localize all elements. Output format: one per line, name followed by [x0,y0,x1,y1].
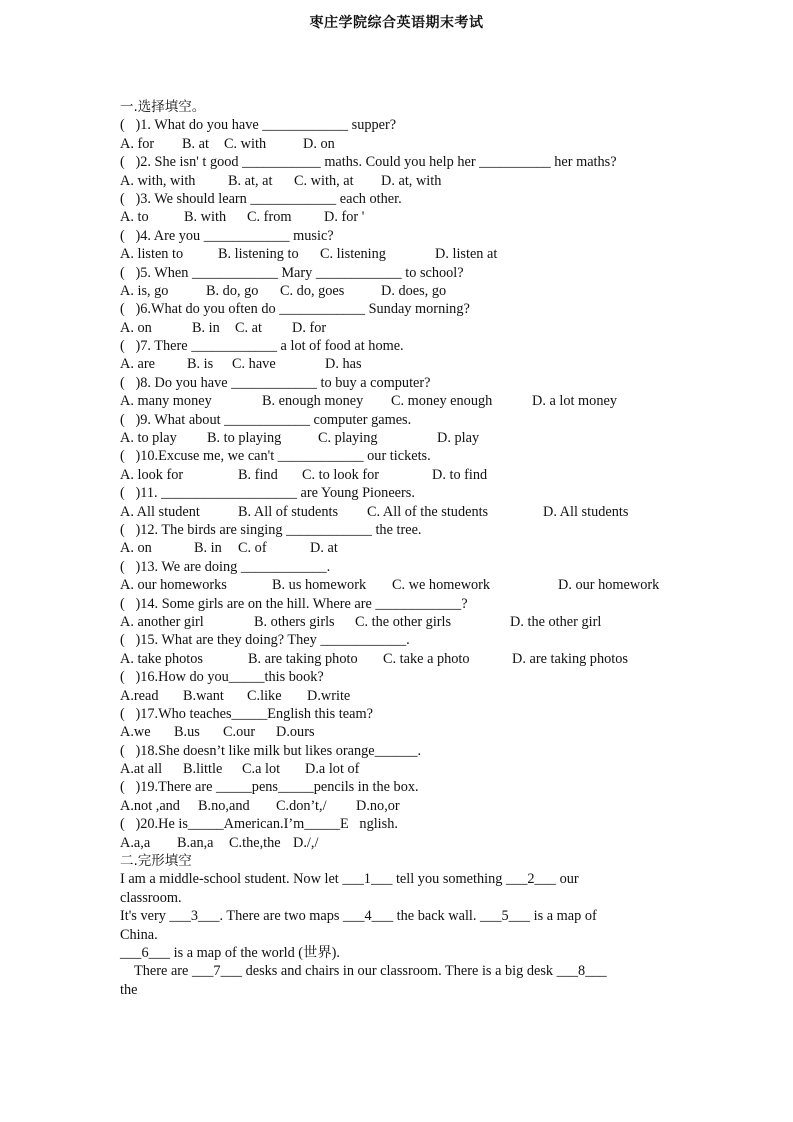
question-stem: ( )11. ___________________ are Young Pioneers. [120,485,415,502]
answer-option: A. on [120,540,152,557]
question-stem: ( )9. What about ____________ computer games. [120,411,412,428]
answer-option: D. a lot money [532,393,617,410]
question-options [120,466,720,484]
answer-option: A. is, go [120,282,169,299]
cloze-line: China. [120,926,158,943]
answer-option: C.our [223,724,256,741]
question-stem: ( )14. Some girls are on the hill. Where are ____________? [120,595,468,612]
answer-option: B. is [187,356,214,373]
answer-option: A. All student [120,503,200,520]
answer-option: B.little [183,761,223,778]
question-stem: ( )13. We are doing ____________. [120,558,331,575]
question-stem: ( )5. When ____________ Mary ____________ to school? [120,264,464,281]
answer-option: D. for [292,319,327,336]
answer-option: A. are [120,356,155,373]
page-title: 枣庄学院综合英语期末考试 [309,15,484,31]
answer-option: C. of [238,540,267,557]
question-stem: ( )16.How do you_____this book? [120,669,324,686]
answer-option: B.want [183,687,224,704]
question-stem: ( )19.There are _____pens_____pencils in the box. [120,779,419,796]
question-options [120,172,720,190]
question-options [120,135,720,153]
answer-option: C.don’t,/ [276,797,327,814]
answer-option: C. playing [318,430,378,447]
question-stem: ( )6.What do you often do ____________ Sunday morning? [120,301,470,318]
answer-option: B.us [174,724,200,741]
cloze-line: ___6___ is a map of the world (世界). [120,944,340,961]
answer-option: A. our homeworks [120,577,227,594]
question-stem: ( )20.He is_____American.I’m_____E nglish. [120,816,398,833]
answer-option: D. listen at [435,246,498,263]
question-options [120,429,720,447]
answer-option: B. listening to [218,246,299,263]
answer-option: C. money enough [391,393,493,410]
answer-option: D.a lot of [305,761,360,778]
section-heading-multiple-choice: 一.选择填空。 [120,99,206,115]
answer-option: D. has [325,356,362,373]
answer-option: C. listening [320,246,386,263]
question-stem: ( )2. She isn' t good ___________ maths. Could you help her __________ her maths? [120,154,617,171]
question-options [120,760,720,778]
question-stem: ( )4. Are you ____________ music? [120,227,334,244]
question-stem: ( )18.She doesn’t like milk but likes orange______. [120,742,422,759]
question-options [120,650,720,668]
answer-option: B. do, go [206,282,259,299]
answer-option: A. for [120,135,155,152]
answer-option: A.read [120,687,159,704]
answer-option: D.write [307,687,351,704]
answer-option: A. to play [120,430,177,447]
answer-option: C. to look for [302,466,380,483]
answer-option: A. take photos [120,650,203,667]
answer-option: D. All students [543,503,629,520]
answer-option: C.like [247,687,282,704]
question-options [120,723,720,741]
answer-option: D. at [310,540,338,557]
answer-option: C. All of the students [367,503,489,520]
cloze-line: I am a middle-school student. Now let ___1___ tell you something ___2___ our [120,871,579,888]
question-options [120,282,720,300]
answer-option: A.we [120,724,151,741]
answer-option: C. from [247,209,292,226]
answer-option: C. do, goes [280,282,345,299]
question-stem: ( )3. We should learn ____________ each other. [120,190,402,207]
answer-option: B. at [182,135,210,152]
answer-option: C.the,the [229,834,281,851]
exam-content [120,98,720,999]
answer-option: A. with, with [120,172,196,189]
cloze-line: It's very ___3___. There are two maps ___4___ the back wall. ___5___ is a map of [120,908,597,925]
question-stem: ( )7. There ____________ a lot of food at home. [120,338,404,355]
question-stem: ( )10.Excuse me, we can't ____________ our tickets. [120,448,431,465]
answer-option: D. on [303,135,335,152]
question-options [120,576,720,594]
answer-option: B. All of students [238,503,339,520]
answer-option: D. play [437,430,480,447]
answer-option: A. look for [120,466,184,483]
question-options [120,355,720,373]
question-stem: ( )1. What do you have ____________ supper? [120,117,397,134]
answer-option: C. with [224,135,267,152]
answer-option: B.no,and [198,797,250,814]
cloze-line: There are ___7___ desks and chairs in our classroom. There is a big desk ___8___ [120,963,607,980]
question-options [120,834,720,852]
answer-option: D. our homework [558,577,660,594]
answer-option: D. are taking photos [512,650,628,667]
answer-option: B. to playing [207,430,282,447]
answer-option: A. listen to [120,246,184,263]
cloze-line: the [120,981,138,998]
question-options [120,687,720,705]
answer-option: D. at, with [381,172,442,189]
answer-option: D. the other girl [510,613,602,630]
answer-option: C. at [235,319,263,336]
question-options [120,613,720,631]
question-options [120,245,720,263]
answer-option: A.not ,and [120,797,180,814]
question-list [120,116,720,852]
answer-option: A.a,a [120,834,151,851]
question-options [120,503,720,521]
answer-option: B. at, at [228,172,273,189]
answer-option: D. for ' [324,209,365,226]
answer-option: C. with, at [294,172,354,189]
answer-option: B. us homework [272,577,367,594]
answer-option: D. to find [432,466,488,483]
question-options [120,797,720,815]
question-stem: ( )12. The birds are singing ____________ the tree. [120,521,422,538]
answer-option: C. take a photo [383,650,470,667]
answer-option: B. with [184,209,227,226]
answer-option: D.no,or [356,797,400,814]
answer-option: C. the other girls [355,613,452,630]
answer-option: B. are taking photo [248,650,358,667]
answer-option: B. in [194,540,222,557]
answer-option: A. on [120,319,152,336]
question-stem: ( )8. Do you have ____________ to buy a computer? [120,374,431,391]
answer-option: B. enough money [262,393,364,410]
answer-option: D.ours [276,724,315,741]
question-options [120,208,720,226]
answer-option: D./,/ [293,834,319,851]
answer-option: C. we homework [392,577,491,594]
answer-option: B. in [192,319,220,336]
answer-option: A. to [120,209,149,226]
question-options [120,539,720,557]
answer-option: B. find [238,466,278,483]
answer-option: D. does, go [381,282,447,299]
answer-option: A.at all [120,761,163,778]
cloze-line: classroom. [120,889,182,906]
section-heading-cloze: 二.完形填空 [120,853,192,870]
answer-option: B. others girls [254,613,335,630]
answer-option: A. many money [120,393,212,410]
question-options [120,319,720,337]
question-stem: ( )17.Who teaches_____English this team? [120,705,373,722]
answer-option: C.a lot [242,761,281,778]
answer-option: A. another girl [120,613,204,630]
cloze-passage [120,870,720,999]
question-options [120,392,720,410]
answer-option: B.an,a [177,834,214,851]
answer-option: C. have [232,356,276,373]
question-stem: ( )15. What are they doing? They ____________. [120,632,410,649]
